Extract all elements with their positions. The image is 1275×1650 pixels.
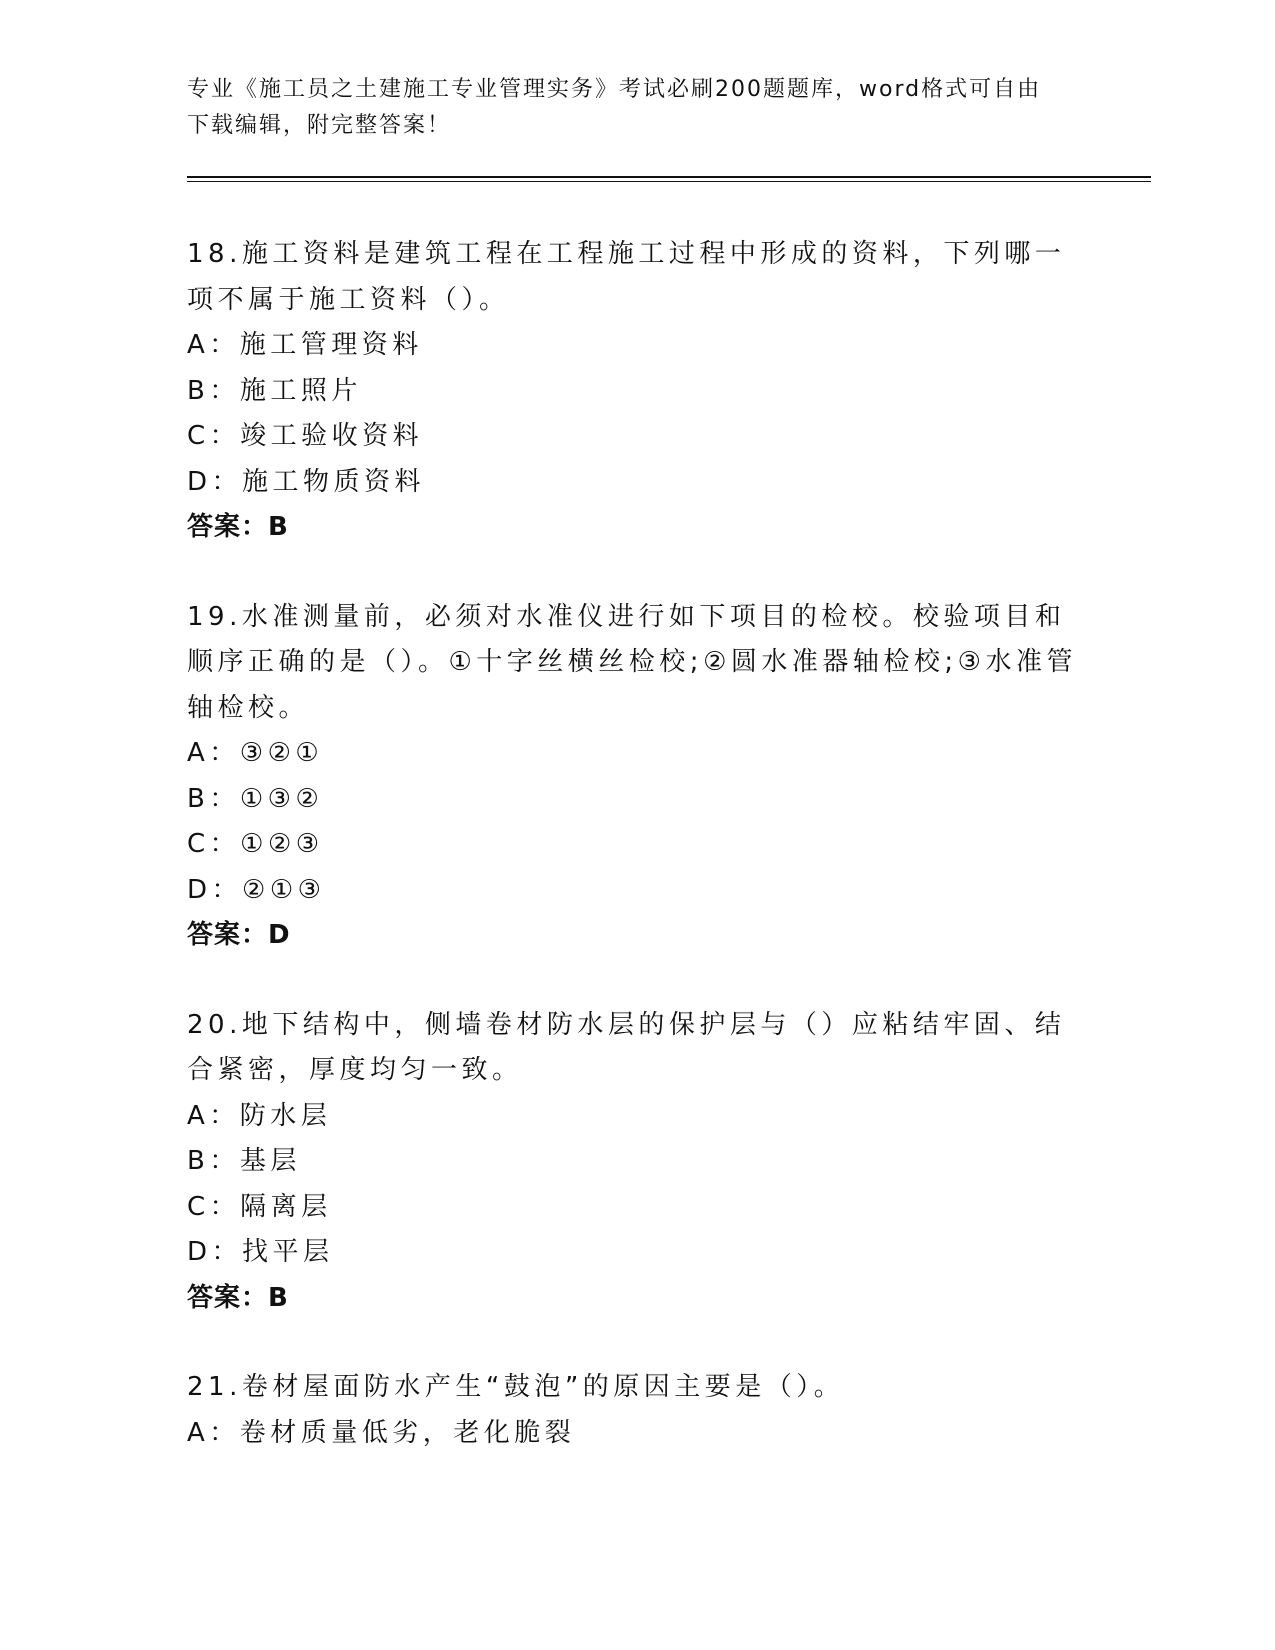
question-20: [187, 1003, 1087, 1322]
answer-line: 答案：D: [187, 920, 291, 950]
header-line-1: 专业《施工员之土建施工专业管理实务》考试必刷200题题库，word格式可自由: [187, 77, 1042, 102]
option-a: A：③②①: [187, 738, 324, 768]
option-d: D：找平层: [187, 1237, 334, 1267]
question-stem: 19.水准测量前，必须对水准仪进行如下项目的检校。校验项目和顺序正确的是（）。①十字丝横丝检校;②圆水准器轴检校;③水准管轴检校。: [187, 601, 1077, 723]
document-header: [187, 72, 1087, 144]
option-b: B：①③②: [187, 783, 324, 814]
option-a: A：施工管理资料: [187, 330, 423, 360]
option-b: B：施工照片: [187, 375, 362, 406]
option-a: A：卷材质量低劣，老化脆裂: [187, 1417, 576, 1448]
option-c: C：隔离层: [187, 1191, 332, 1222]
answer-line: 答案：B: [187, 512, 289, 542]
question-stem: 18.施工资料是建筑工程在工程施工过程中形成的资料，下列哪一项不属于施工资料（）。: [187, 239, 1066, 315]
header-line-2: 下载编辑，附完整答案！: [187, 113, 452, 138]
header-rule-thick: [187, 176, 1151, 178]
option-c: C：①②③: [187, 829, 324, 859]
option-a: A：防水层: [187, 1100, 332, 1131]
question-stem: 21.卷材屋面防水产生“鼓泡”的原因主要是（）。: [187, 1372, 845, 1402]
header-rule-thin: [187, 181, 1151, 182]
question-list: [187, 232, 1087, 1500]
question-19: [187, 595, 1087, 959]
question-21: [187, 1365, 1087, 1456]
option-b: B：基层: [187, 1146, 301, 1176]
question-stem: 20.地下结构中，侧墙卷材防水层的保护层与（）应粘结牢固、结合紧密，厚度均匀一致。: [187, 1009, 1066, 1085]
answer-line: 答案：B: [187, 1282, 289, 1313]
option-d: D：施工物质资料: [187, 466, 426, 497]
option-c: C：竣工验收资料: [187, 421, 424, 451]
question-18: [187, 232, 1087, 551]
option-d: D：②①③: [187, 874, 326, 905]
